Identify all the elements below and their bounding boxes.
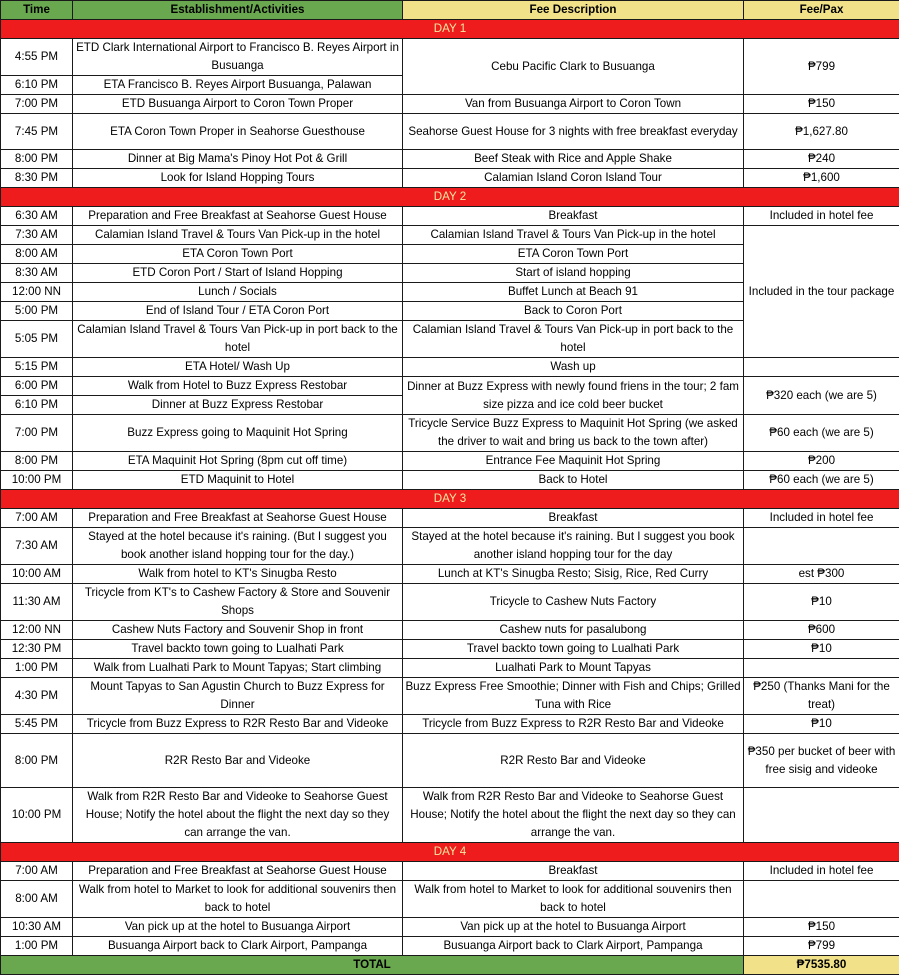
fee-description-cell: Travel backto town going to Lualhati Park [403, 640, 744, 659]
fee-cell: ₱150 [744, 918, 899, 937]
activity-cell: End of Island Tour / ETA Coron Port [73, 302, 403, 321]
fee-description-cell: Stayed at the hotel because it's raining. But I suggest you book another island hopping tour for the day [403, 528, 744, 565]
table-row [1, 678, 899, 715]
fee-description-cell: Back to Hotel [403, 471, 744, 490]
time-cell: 4:30 PM [1, 678, 73, 715]
time-cell: 10:00 AM [1, 565, 73, 584]
total-label: TOTAL [1, 956, 744, 975]
activity-cell: ETD Busuanga Airport to Coron Town Proper [73, 95, 403, 114]
fee-cell [744, 358, 899, 377]
activity-cell: Preparation and Free Breakfast at Seahorse Guest House [73, 862, 403, 881]
time-cell: 7:00 PM [1, 415, 73, 452]
time-cell: 7:45 PM [1, 114, 73, 150]
fee-cell: ₱320 each (we are 5) [744, 377, 899, 415]
activity-cell: Look for Island Hopping Tours [73, 169, 403, 188]
header-time: Time [1, 1, 73, 20]
activity-cell: Preparation and Free Breakfast at Seahorse Guest House [73, 509, 403, 528]
table-row [1, 584, 899, 621]
fee-cell [744, 881, 899, 918]
header-row [1, 1, 899, 20]
table-row [1, 734, 899, 788]
fee-description-cell: ETA Coron Town Port [403, 245, 744, 264]
fee-cell: Included in hotel fee [744, 207, 899, 226]
day-label: DAY 1 [1, 20, 899, 39]
activity-cell: Calamian Island Travel & Tours Van Pick-up in port back to the hotel [73, 321, 403, 358]
activity-cell: Preparation and Free Breakfast at Seahorse Guest House [73, 207, 403, 226]
day-label: DAY 4 [1, 843, 899, 862]
fee-description-cell: Wash up [403, 358, 744, 377]
fee-cell: ₱799 [744, 937, 899, 956]
activity-cell: ETA Coron Town Port [73, 245, 403, 264]
activity-cell: Dinner at Buzz Express Restobar [73, 396, 403, 415]
time-cell: 8:00 AM [1, 245, 73, 264]
table-row [1, 788, 899, 843]
table-row [1, 528, 899, 565]
activity-cell: Walk from Hotel to Buzz Express Restobar [73, 377, 403, 396]
fee-description-cell: Walk from hotel to Market to look for additional souvenirs then back to hotel [403, 881, 744, 918]
table-row [1, 114, 899, 150]
day-label: DAY 2 [1, 188, 899, 207]
table-row [1, 377, 899, 396]
time-cell: 8:00 PM [1, 150, 73, 169]
time-cell: 8:30 PM [1, 169, 73, 188]
fee-cell: ₱799 [744, 39, 899, 95]
fee-description-cell: Beef Steak with Rice and Apple Shake [403, 150, 744, 169]
time-cell: 8:00 AM [1, 881, 73, 918]
time-cell: 4:55 PM [1, 39, 73, 76]
fee-cell: Included in the tour package [744, 226, 899, 358]
fee-description-cell: Calamian Island Travel & Tours Van Pick-up in the hotel [403, 226, 744, 245]
fee-description-cell: Breakfast [403, 207, 744, 226]
fee-description-cell: Back to Coron Port [403, 302, 744, 321]
fee-cell: ₱10 [744, 640, 899, 659]
table-row [1, 862, 899, 881]
fee-description-cell: R2R Resto Bar and Videoke [403, 734, 744, 788]
fee-description-cell: Cashew nuts for pasalubong [403, 621, 744, 640]
time-cell: 10:00 PM [1, 471, 73, 490]
fee-cell [744, 528, 899, 565]
day-2-header [1, 188, 899, 207]
fee-description-cell: Busuanga Airport back to Clark Airport, Pampanga [403, 937, 744, 956]
header-fee-pax: Fee/Pax [744, 1, 899, 20]
time-cell: 5:00 PM [1, 302, 73, 321]
fee-cell: ₱60 each (we are 5) [744, 415, 899, 452]
time-cell: 6:10 PM [1, 76, 73, 95]
fee-description-cell: Calamian Island Coron Island Tour [403, 169, 744, 188]
day-4-header [1, 843, 899, 862]
activity-cell: ETA Maquinit Hot Spring (8pm cut off time) [73, 452, 403, 471]
activity-cell: Walk from R2R Resto Bar and Videoke to Seahorse Guest House; Notify the hotel about the flight the next day so they can arrange the van. [73, 788, 403, 843]
activity-cell: Lunch / Socials [73, 283, 403, 302]
activity-cell: Buzz Express going to Maquinit Hot Spring [73, 415, 403, 452]
table-row [1, 415, 899, 452]
day-label: DAY 3 [1, 490, 899, 509]
table-row [1, 937, 899, 956]
activity-cell: Travel backto town going to Lualhati Park [73, 640, 403, 659]
time-cell: 7:00 AM [1, 862, 73, 881]
activity-cell: ETA Hotel/ Wash Up [73, 358, 403, 377]
table-row [1, 640, 899, 659]
table-row [1, 95, 899, 114]
time-cell: 7:00 AM [1, 509, 73, 528]
table-row [1, 659, 899, 678]
time-cell: 8:30 AM [1, 264, 73, 283]
fee-cell: ₱150 [744, 95, 899, 114]
table-row [1, 621, 899, 640]
time-cell: 5:15 PM [1, 358, 73, 377]
activity-cell: Walk from hotel to KT's Sinugba Resto [73, 565, 403, 584]
activity-cell: ETD Maquinit to Hotel [73, 471, 403, 490]
fee-cell: Included in hotel fee [744, 862, 899, 881]
table-row [1, 509, 899, 528]
fee-cell: ₱1,600 [744, 169, 899, 188]
fee-cell: ₱10 [744, 584, 899, 621]
time-cell: 12:00 NN [1, 621, 73, 640]
activity-cell: ETD Coron Port / Start of Island Hopping [73, 264, 403, 283]
fee-description-cell: Van from Busuanga Airport to Coron Town [403, 95, 744, 114]
fee-cell: ₱10 [744, 715, 899, 734]
fee-description-cell: Buzz Express Free Smoothie; Dinner with Fish and Chips; Grilled Tuna with Rice [403, 678, 744, 715]
time-cell: 10:00 PM [1, 788, 73, 843]
fee-cell: Included in hotel fee [744, 509, 899, 528]
header-establishment: Establishment/Activities [73, 1, 403, 20]
fee-description-cell: Tricycle from Buzz Express to R2R Resto Bar and Videoke [403, 715, 744, 734]
day-1-header [1, 20, 899, 39]
activity-cell: Tricycle from KT's to Cashew Factory & Store and Souvenir Shops [73, 584, 403, 621]
table-row [1, 565, 899, 584]
activity-cell: ETA Francisco B. Reyes Airport Busuanga, Palawan [73, 76, 403, 95]
time-cell: 8:00 PM [1, 452, 73, 471]
fee-description-cell: Breakfast [403, 509, 744, 528]
fee-cell: ₱60 each (we are 5) [744, 471, 899, 490]
fee-cell: ₱250 (Thanks Mani for the treat) [744, 678, 899, 715]
fee-description-cell: Breakfast [403, 862, 744, 881]
fee-description-cell: Tricycle Service Buzz Express to Maquinit Hot Spring (we asked the driver to wait and bring us back to the town after) [403, 415, 744, 452]
activity-cell: Dinner at Big Mama's Pinoy Hot Pot & Grill [73, 150, 403, 169]
table-row [1, 358, 899, 377]
activity-cell: Stayed at the hotel because it's raining. (But I suggest you book another island hopping tour for the day.) [73, 528, 403, 565]
fee-cell: ₱240 [744, 150, 899, 169]
fee-description-cell: Seahorse Guest House for 3 nights with free breakfast everyday [403, 114, 744, 150]
table-row [1, 452, 899, 471]
time-cell: 10:30 AM [1, 918, 73, 937]
activity-cell: Tricycle from Buzz Express to R2R Resto Bar and Videoke [73, 715, 403, 734]
activity-cell: Mount Tapyas to San Agustin Church to Buzz Express for Dinner [73, 678, 403, 715]
fee-cell: ₱350 per bucket of beer with free sisig and videoke [744, 734, 899, 788]
table-row [1, 918, 899, 937]
time-cell: 12:30 PM [1, 640, 73, 659]
activity-cell: Walk from hotel to Market to look for additional souvenirs then back to hotel [73, 881, 403, 918]
table-row [1, 39, 899, 76]
fee-cell [744, 788, 899, 843]
table-row [1, 207, 899, 226]
activity-cell: Busuanga Airport back to Clark Airport, Pampanga [73, 937, 403, 956]
fee-description-cell: Start of island hopping [403, 264, 744, 283]
header-fee-description: Fee Description [403, 1, 744, 20]
time-cell: 8:00 PM [1, 734, 73, 788]
time-cell: 6:00 PM [1, 377, 73, 396]
fee-description-cell: Tricycle to Cashew Nuts Factory [403, 584, 744, 621]
fee-description-cell: Lunch at KT's Sinugba Resto; Sisig, Rice, Red Curry [403, 565, 744, 584]
time-cell: 7:30 AM [1, 528, 73, 565]
fee-cell [744, 659, 899, 678]
time-cell: 6:30 AM [1, 207, 73, 226]
activity-cell: ETD Clark International Airport to Francisco B. Reyes Airport in Busuanga [73, 39, 403, 76]
fee-description-cell: Cebu Pacific Clark to Busuanga [403, 39, 744, 95]
activity-cell: Van pick up at the hotel to Busuanga Airport [73, 918, 403, 937]
table-row [1, 881, 899, 918]
activity-cell: R2R Resto Bar and Videoke [73, 734, 403, 788]
time-cell: 5:05 PM [1, 321, 73, 358]
time-cell: 6:10 PM [1, 396, 73, 415]
table-row [1, 150, 899, 169]
total-value: ₱7535.80 [744, 956, 899, 975]
time-cell: 1:00 PM [1, 937, 73, 956]
fee-description-cell: Buffet Lunch at Beach 91 [403, 283, 744, 302]
fee-cell: ₱200 [744, 452, 899, 471]
time-cell: 5:45 PM [1, 715, 73, 734]
table-row [1, 471, 899, 490]
table-row [1, 169, 899, 188]
fee-description-cell: Walk from R2R Resto Bar and Videoke to Seahorse Guest House; Notify the hotel about the flight the next day so they can arrange the van. [403, 788, 744, 843]
activity-cell: Walk from Lualhati Park to Mount Tapyas; Start climbing [73, 659, 403, 678]
fee-cell: est ₱300 [744, 565, 899, 584]
fee-cell: ₱600 [744, 621, 899, 640]
day-3-header [1, 490, 899, 509]
activity-cell: Cashew Nuts Factory and Souvenir Shop in front [73, 621, 403, 640]
fee-description-cell: Calamian Island Travel & Tours Van Pick-up in port back to the hotel [403, 321, 744, 358]
time-cell: 1:00 PM [1, 659, 73, 678]
activity-cell: ETA Coron Town Proper in Seahorse Guesthouse [73, 114, 403, 150]
time-cell: 7:30 AM [1, 226, 73, 245]
time-cell: 12:00 NN [1, 283, 73, 302]
activity-cell: Calamian Island Travel & Tours Van Pick-up in the hotel [73, 226, 403, 245]
table-row [1, 715, 899, 734]
time-cell: 7:00 PM [1, 95, 73, 114]
fee-description-cell: Entrance Fee Maquinit Hot Spring [403, 452, 744, 471]
total-row [1, 956, 899, 975]
time-cell: 11:30 AM [1, 584, 73, 621]
table-row [1, 226, 899, 245]
fee-description-cell: Dinner at Buzz Express with newly found friens in the tour; 2 fam size pizza and ice cold beer bucket [403, 377, 744, 415]
fee-description-cell: Van pick up at the hotel to Busuanga Airport [403, 918, 744, 937]
fee-cell: ₱1,627.80 [744, 114, 899, 150]
fee-description-cell: Lualhati Park to Mount Tapyas [403, 659, 744, 678]
